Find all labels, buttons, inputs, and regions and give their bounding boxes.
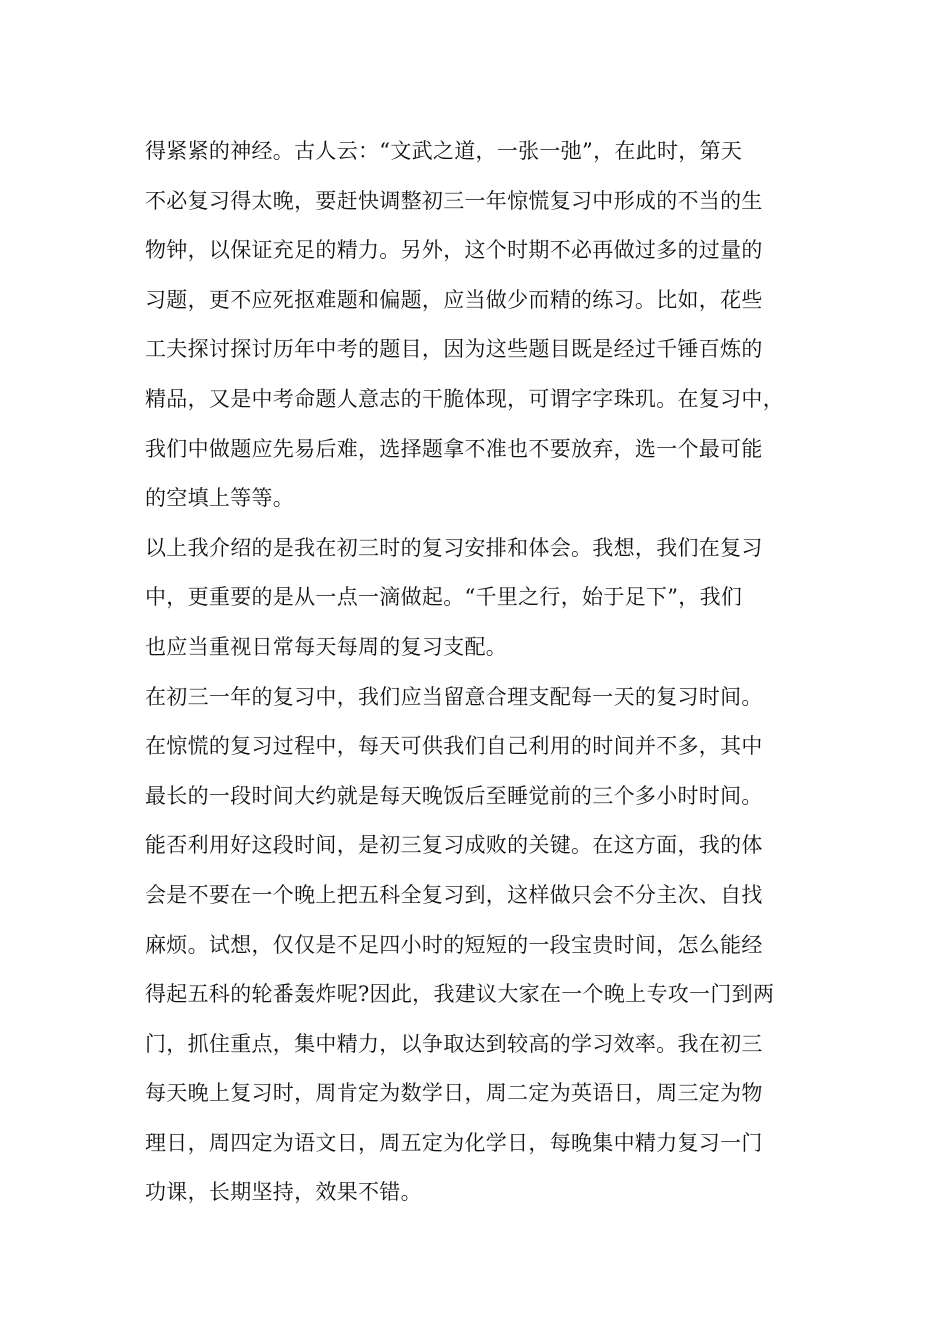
text-line: 习题，更不应死抠难题和偏题，应当做少而精的练习。比如，花些 [145,287,763,312]
text-line: 中，更重要的是从一点一滴做起。“千里之行，始于足下”，我们 [145,585,743,610]
text-line: 的空填上等等。 [145,486,295,511]
text-line: 我们中做题应先易后难，选择题拿不准也不要放弃，选一个最可能 [145,436,763,461]
text-line: 功课，长期坚持，效果不错。 [145,1180,422,1205]
document-body [145,127,825,1218]
text-line: 门，抓住重点，集中精力，以争取达到较高的学习效率。我在初三 [145,1031,763,1056]
text-line: 以上我介绍的是我在初三时的复习安排和体会。我想，我们在复习 [145,535,763,560]
text-line: 麻烦。试想，仅仅是不足四小时的短短的一段宝贵时间，怎么能经 [145,932,763,957]
text-line: 在初三一年的复习中，我们应当留意合理支配每一天的复习时间。 [145,684,763,709]
text-line: 理日，周四定为语文日，周五定为化学日，每晚集中精力复习一门 [145,1130,763,1155]
text-line: 也应当重视日常每天每周的复习支配。 [145,634,508,659]
text-line: 物钟，以保证充足的精力。另外，这个时期不必再做过多的过量的 [145,238,763,263]
paragraph-3 [145,673,825,1219]
text-line: 得起五科的轮番轰炸呢?因此，我建议大家在一个晚上专攻一门到两 [145,982,775,1007]
text-line: 精品，又是中考命题人意志的干脆体现，可谓字字珠玑。在复习中， [145,386,784,411]
text-line: 得紧紧的神经。古人云：“文武之道，一张一弛”，在此时，第天 [145,139,743,163]
text-line: 在惊慌的复习过程中，每天可供我们自己利用的时间并不多，其中 [145,734,763,759]
text-line: 最长的一段时间大约就是每天晚饭后至睡觉前的三个多小时时间。 [145,783,763,808]
text-line: 会是不要在一个晚上把五科全复习到，这样做只会不分主次、自找 [145,882,763,907]
paragraph-1 [145,127,825,524]
text-line: 每天晚上复习时，周肯定为数学日，周二定为英语日，周三定为物 [145,1081,763,1106]
paragraph-2 [145,524,825,673]
text-line: 工夫探讨探讨历年中考的题目，因为这些题目既是经过千锤百炼的 [145,337,763,362]
text-line: 不必复习得太晚，要赶快调整初三一年惊慌复习中形成的不当的生 [145,188,763,213]
text-line: 能否利用好这段时间，是初三复习成败的关键。在这方面，我的体 [145,833,763,858]
